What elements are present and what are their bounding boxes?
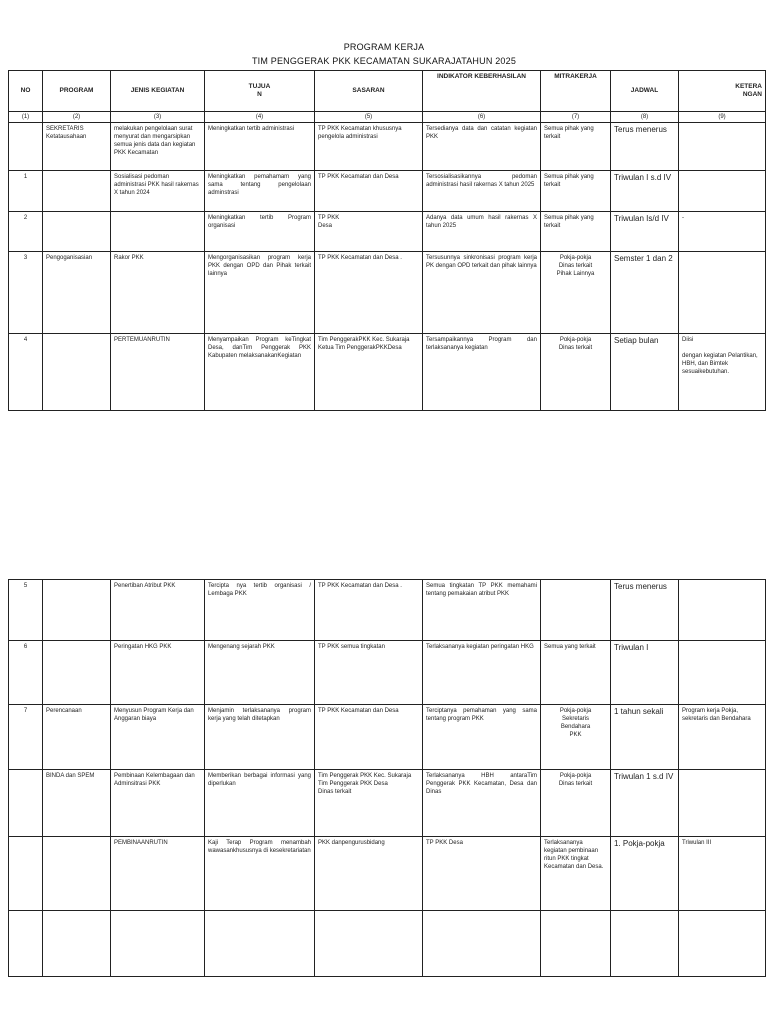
- cell-no: 7: [9, 705, 43, 770]
- cell-tujuan: Menyampaikan Program keTingkat Desa, danTim Penggerak PKK Kabupaten melaksanakanKegiatan: [205, 334, 315, 411]
- col-header-jadwal: JADWAL: [611, 71, 679, 112]
- col-index: (2): [43, 112, 111, 123]
- table-row: [9, 641, 766, 705]
- cell-program: [43, 580, 111, 641]
- cell-jadwal: 1 tahun sekali: [611, 705, 679, 770]
- cell-tujuan: Meningkatkan tertib Program organisasi: [205, 212, 315, 252]
- cell-mitra: Pokja-pokja Sekretaris Bendahara PKK: [541, 705, 611, 770]
- table-row: [9, 334, 766, 411]
- col-index: (5): [315, 112, 423, 123]
- cell-kegiatan: Penertiban Atribut PKK: [111, 580, 205, 641]
- document-title: PROGRAM KERJA: [343, 42, 425, 52]
- cell-jadwal: Triwulan I: [611, 641, 679, 705]
- col-header-keterangan: KETERA NGAN: [679, 71, 766, 112]
- cell-indikator: Terlaksananya HBH antaraTim Penggerak PKK Kecamatan, Desa dan Dinas: [423, 770, 541, 837]
- cell-kegiatan: Pembinaan Kelembagaan dan Adminsitrasi PKK: [111, 770, 205, 837]
- program-table-page-2: [8, 579, 766, 977]
- cell-kegiatan: Rakor PKK: [111, 252, 205, 334]
- table-row: [9, 705, 766, 770]
- col-index: (7): [541, 112, 611, 123]
- cell-sasaran: TP PKK Kecamatan dan Desa .: [315, 580, 423, 641]
- cell-program: [43, 171, 111, 212]
- col-header-kegiatan: JENIS KEGIATAN: [111, 71, 205, 112]
- cell-no: 4: [9, 334, 43, 411]
- cell-sasaran: Tim PenggerakPKK Kec. Sukaraja Ketua Tim PenggerakPKKDesa: [315, 334, 423, 411]
- cell-sasaran: TP PKK Kecamatan dan Desa .: [315, 252, 423, 334]
- col-index: (1): [9, 112, 43, 123]
- cell-mitra: Semua yang terkait: [541, 641, 611, 705]
- cell-mitra: Pokja-pokja Dinas terkait: [541, 770, 611, 837]
- table-row: [9, 837, 766, 911]
- cell-mitra: [541, 580, 611, 641]
- cell-indikator: TP PKK Desa: [423, 837, 541, 911]
- cell-kegiatan: Menyusun Program Kerja dan Anggaran biaya: [111, 705, 205, 770]
- cell-tujuan: Menjamin terlaksananya program kerja yang telah ditetapkan: [205, 705, 315, 770]
- cell-jadwal: Terus menerus: [611, 580, 679, 641]
- cell-no: 5: [9, 580, 43, 641]
- cell-indikator: Terciptanya pemahaman yang sama tentang program PKK: [423, 705, 541, 770]
- cell-mitra: Semua pihak yang terkait: [541, 171, 611, 212]
- cell-sasaran: TP PKK Kecamatan dan Desa: [315, 171, 423, 212]
- cell-mitra: Terlaksananya kegiatan pembinaan ritun PKK tingkat Kecamatan dan Desa.: [541, 837, 611, 911]
- cell-tujuan: Mengenang sejarah PKK: [205, 641, 315, 705]
- col-header-no: NO: [9, 71, 43, 112]
- col-header-sasaran: SASARAN: [315, 71, 423, 112]
- col-index: (6): [423, 112, 541, 123]
- cell-jadwal: [611, 911, 679, 977]
- cell-program: [43, 212, 111, 252]
- cell-mitra: Semua pihak yang terkait: [541, 212, 611, 252]
- cell-indikator: Adanya data umum hasil rakernas X tahun 2025: [423, 212, 541, 252]
- col-header-indikator: INDIKATOR KEBERHASILAN: [423, 71, 541, 112]
- cell-program: [43, 911, 111, 977]
- cell-keterangan: -: [679, 212, 766, 252]
- cell-keterangan: Triwulan III: [679, 837, 766, 911]
- cell-jadwal: Terus menerus: [611, 123, 679, 171]
- table-row: [9, 252, 766, 334]
- program-table-page-1: [8, 70, 766, 411]
- document-subtitle: TIM PENGGERAK PKK KECAMATAN SUKARAJATAHUN 2025: [251, 56, 517, 66]
- cell-jadwal: Semster 1 dan 2: [611, 252, 679, 334]
- cell-keterangan: [679, 911, 766, 977]
- cell-sasaran: [315, 911, 423, 977]
- cell-no: [9, 770, 43, 837]
- cell-no: 6: [9, 641, 43, 705]
- cell-mitra: Pokja-pokja Dinas terkait: [541, 334, 611, 411]
- col-header-mitra: MITRAKERJA: [541, 71, 611, 112]
- cell-tujuan: Kaji Terap Program menambah wawasankhususnya di kesekretariatan: [205, 837, 315, 911]
- cell-sasaran: TP PKK Kecamatan khususnya pengelola administrasi: [315, 123, 423, 171]
- cell-keterangan: [679, 770, 766, 837]
- cell-tujuan: Meningkatkan pemahamam yang sama tentang pengelolaan adminstrasi: [205, 171, 315, 212]
- cell-keterangan: [679, 123, 766, 171]
- col-index: (3): [111, 112, 205, 123]
- cell-kegiatan: PERTEMUANRUTIN: [111, 334, 205, 411]
- cell-program: Perencanaan: [43, 705, 111, 770]
- table-row: [9, 123, 766, 171]
- cell-tujuan: Meningkatkan tertib administrasi: [205, 123, 315, 171]
- cell-kegiatan: [111, 212, 205, 252]
- cell-kegiatan: Peringatan HKG PKK: [111, 641, 205, 705]
- cell-sasaran: Tim Penggerak PKK Kec. Sukaraja Tim Penggerak PKK Desa Dinas terkait: [315, 770, 423, 837]
- cell-no: 1: [9, 171, 43, 212]
- cell-jadwal: Triwulan I s.d IV: [611, 171, 679, 212]
- cell-kegiatan: Sosialisasi pedoman administrasi PKK hasil rakernas X tahun 2024: [111, 171, 205, 212]
- cell-sasaran: TP PKK Kecamatan dan Desa: [315, 705, 423, 770]
- cell-keterangan: [679, 252, 766, 334]
- cell-jadwal: Triwulan Is/d IV: [611, 212, 679, 252]
- cell-indikator: Tersampaikannya Program dan terlaksananya kegiatan: [423, 334, 541, 411]
- cell-sasaran: PKK danpengurusbidang: [315, 837, 423, 911]
- col-header-tujuan: TUJUA N: [205, 71, 315, 112]
- col-header-program: PROGRAM: [43, 71, 111, 112]
- cell-program: [43, 641, 111, 705]
- cell-no: [9, 123, 43, 171]
- table-row: [9, 171, 766, 212]
- table-row: [9, 770, 766, 837]
- cell-keterangan: [679, 641, 766, 705]
- table-row: [9, 911, 766, 977]
- cell-program: SEKRETARIS Ketatausahaan: [43, 123, 111, 171]
- cell-tujuan: Mengorganisasikan program kerja PKK dengan OPD dan Pihak terkait lainnya: [205, 252, 315, 334]
- cell-program: [43, 334, 111, 411]
- cell-sasaran: TP PKK semua tingkatan: [315, 641, 423, 705]
- cell-sasaran: TP PKK Desa: [315, 212, 423, 252]
- cell-jadwal: 1. Pokja-pokja: [611, 837, 679, 911]
- col-index: (4): [205, 112, 315, 123]
- cell-kegiatan: [111, 911, 205, 977]
- table-header-row: [9, 71, 766, 112]
- cell-tujuan: Tercipta nya tertib organisasi / Lembaga PKK: [205, 580, 315, 641]
- cell-keterangan: Diisi dengan kegiatan Pelantikan, HBH, dan Bimtek sesuaikebutuhan.: [679, 334, 766, 411]
- cell-jadwal: Setiap bulan: [611, 334, 679, 411]
- cell-program: Pengoganisasian: [43, 252, 111, 334]
- table-row: [9, 212, 766, 252]
- cell-indikator: [423, 911, 541, 977]
- cell-no: 2: [9, 212, 43, 252]
- cell-keterangan: [679, 171, 766, 212]
- cell-no: 3: [9, 252, 43, 334]
- cell-indikator: Tersusunnya sinkronisasi program kerja PK dengan OPD terkait dan pihak lainnya: [423, 252, 541, 334]
- cell-tujuan: [205, 911, 315, 977]
- cell-indikator: Terlaksananya kegiatan peringatan HKG: [423, 641, 541, 705]
- cell-tujuan: Memberikan berbagai informasi yang diperlukan: [205, 770, 315, 837]
- cell-indikator: Tersedianya data dan catatan kegiatan PKK: [423, 123, 541, 171]
- col-index: (9): [679, 112, 766, 123]
- cell-program: BINDA dan SPEM: [43, 770, 111, 837]
- cell-mitra: Semua pihak yang terkait: [541, 123, 611, 171]
- table-row: [9, 580, 766, 641]
- cell-kegiatan: melakukan pengelolaan surat menyurat dan mengarsipkan semua jenis data dan kegiatan PKK Kecamatan: [111, 123, 205, 171]
- cell-indikator: Tersosialisasikannya pedoman administrasi hasil rakernas X tahun 2025: [423, 171, 541, 212]
- cell-mitra: [541, 911, 611, 977]
- column-index-row: [9, 112, 766, 123]
- cell-program: [43, 837, 111, 911]
- cell-keterangan: [679, 580, 766, 641]
- col-index: (8): [611, 112, 679, 123]
- cell-kegiatan: PEMBINAANRUTIN: [111, 837, 205, 911]
- cell-indikator: Semua tingkatan TP PKK memahami tentang pemakaian atribut PKK: [423, 580, 541, 641]
- cell-jadwal: Triwulan 1 s.d IV: [611, 770, 679, 837]
- cell-mitra: Pokja-pokja Dinas terkait Pihak Lainnya: [541, 252, 611, 334]
- cell-keterangan: Program kerja Pokja, sekretaris dan Bendahara: [679, 705, 766, 770]
- cell-no: [9, 911, 43, 977]
- cell-no: [9, 837, 43, 911]
